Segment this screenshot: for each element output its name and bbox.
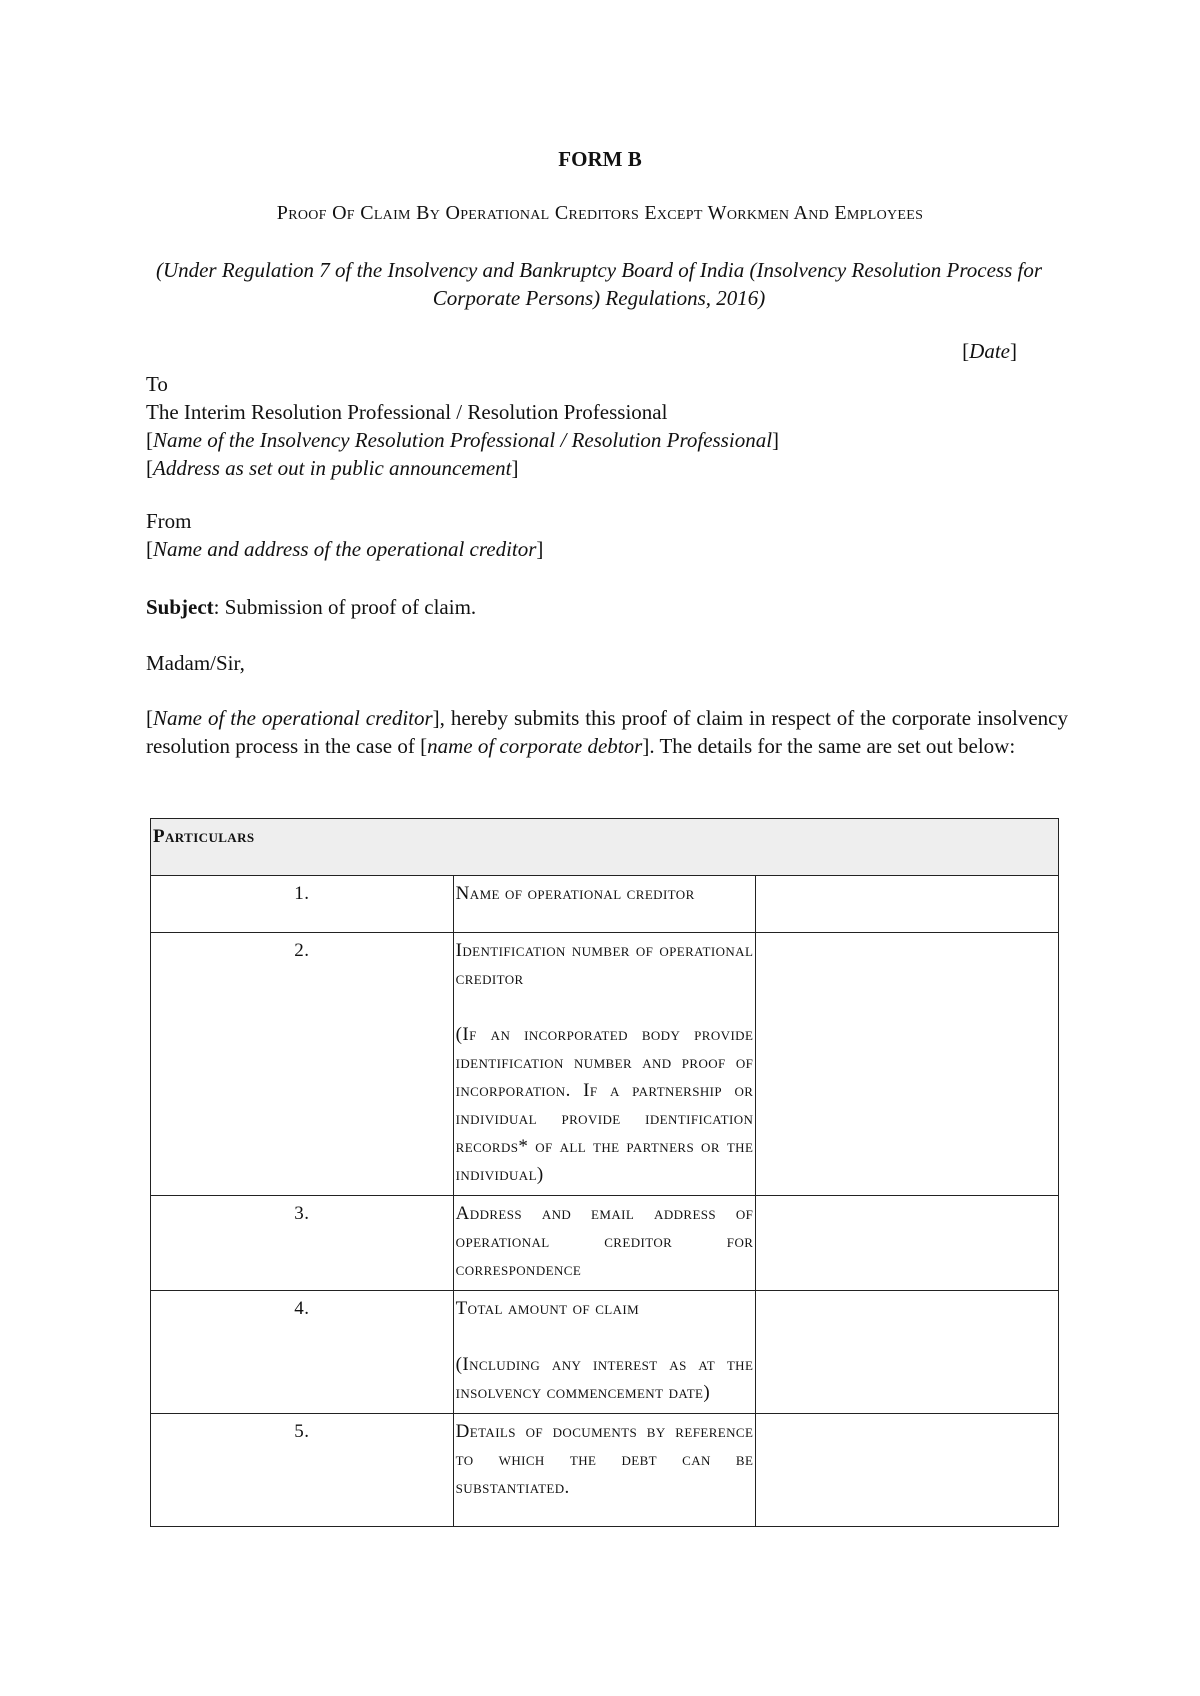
row-value-cell[interactable] (756, 876, 1059, 933)
subject-line (146, 593, 1068, 621)
table-header: Particulars (151, 819, 1059, 876)
row-value-cell[interactable] (756, 933, 1059, 1196)
row-value-cell[interactable] (756, 1196, 1059, 1291)
row-number: 2. (151, 933, 454, 1196)
row-number: 4. (151, 1291, 454, 1414)
to-label: To (146, 372, 168, 396)
recipient-title: The Interim Resolution Professional / Resolution Professional (146, 400, 668, 424)
row-label (453, 1291, 756, 1414)
regulation-reference: (Under Regulation 7 of the Insolvency and Bankruptcy Board of India (Insolvency Resolution Process for Corporate Persons) Regulations, 2016) (155, 258, 1043, 310)
date-placeholder: Date (969, 339, 1010, 363)
salutation-text: Madam/Sir, (146, 651, 245, 675)
row-label-text: Identification number of operational creditor (455, 940, 754, 989)
recipient-address-placeholder: Address as set out in public announcement (153, 456, 512, 480)
recipient-name-line: [Name of the Insolvency Resolution Professional / Resolution Professional] (146, 428, 780, 452)
row-label-text: Details of documents by reference to which the debt can be substantiated. (455, 1421, 754, 1498)
table-row (151, 876, 1059, 933)
row-note: (Including any interest as at the insolvency commencement date) (455, 1354, 754, 1403)
intro-text-2: . The details for the same are set out below: (649, 734, 1016, 758)
row-value-cell[interactable] (756, 1291, 1059, 1414)
recipient-name-placeholder: Name of the Insolvency Resolution Professional / Resolution Professional (153, 428, 773, 452)
row-label (453, 1414, 756, 1527)
row-label-text: Name of operational creditor (455, 883, 695, 904)
intro-text-1: , hereby submits this proof of claim in respect of the corporate insolvency resolution process in the case of (146, 706, 1068, 758)
to-block (146, 370, 1068, 482)
recipient-address-line: [Address as set out in public announcement] (146, 456, 519, 480)
sender-line: [Name and address of the operational creditor] (146, 537, 544, 561)
creditor-placeholder: Name of the operational creditor (153, 706, 433, 730)
from-block (146, 507, 1068, 563)
row-number: 1. (151, 876, 454, 933)
row-label (453, 933, 756, 1196)
row-number: 5. (151, 1414, 454, 1527)
table-row (151, 1291, 1059, 1414)
row-label (453, 1196, 756, 1291)
row-label-text: Total amount of claim (455, 1298, 640, 1319)
intro-paragraph: [Name of the operational creditor], hereby submits this proof of claim in respect of the corporate insolvency resolution process in the case of [name of corporate debtor]. The details for the same are set out below: (146, 706, 1068, 758)
debtor-placeholder: name of corporate debtor (427, 734, 643, 758)
form-title: FORM B (558, 147, 642, 171)
particulars-table (150, 818, 1059, 1527)
salutation (146, 649, 1068, 677)
from-label: From (146, 509, 192, 533)
date-line: [Date] (962, 339, 1017, 363)
sender-placeholder: Name and address of the operational creditor (153, 537, 537, 561)
row-note: (If an incorporated body provide identification number and proof of incorporation. If a partnership or individual provide identification records* of all the partners or the individual) (455, 1024, 754, 1185)
row-label-text: Address and email address of operational creditor for correspondence (455, 1203, 754, 1280)
table-header-row (151, 819, 1059, 876)
subject-text: : Submission of proof of claim. (213, 595, 477, 619)
subject-label: Subject (146, 595, 214, 619)
table-row (151, 1414, 1059, 1527)
table-row (151, 1196, 1059, 1291)
form-heading: Proof Of Claim By Operational Creditors Except Workmen And Employees (276, 202, 924, 224)
row-label (453, 876, 756, 933)
row-value-cell[interactable] (756, 1414, 1059, 1527)
table-row (151, 933, 1059, 1196)
row-number: 3. (151, 1196, 454, 1291)
